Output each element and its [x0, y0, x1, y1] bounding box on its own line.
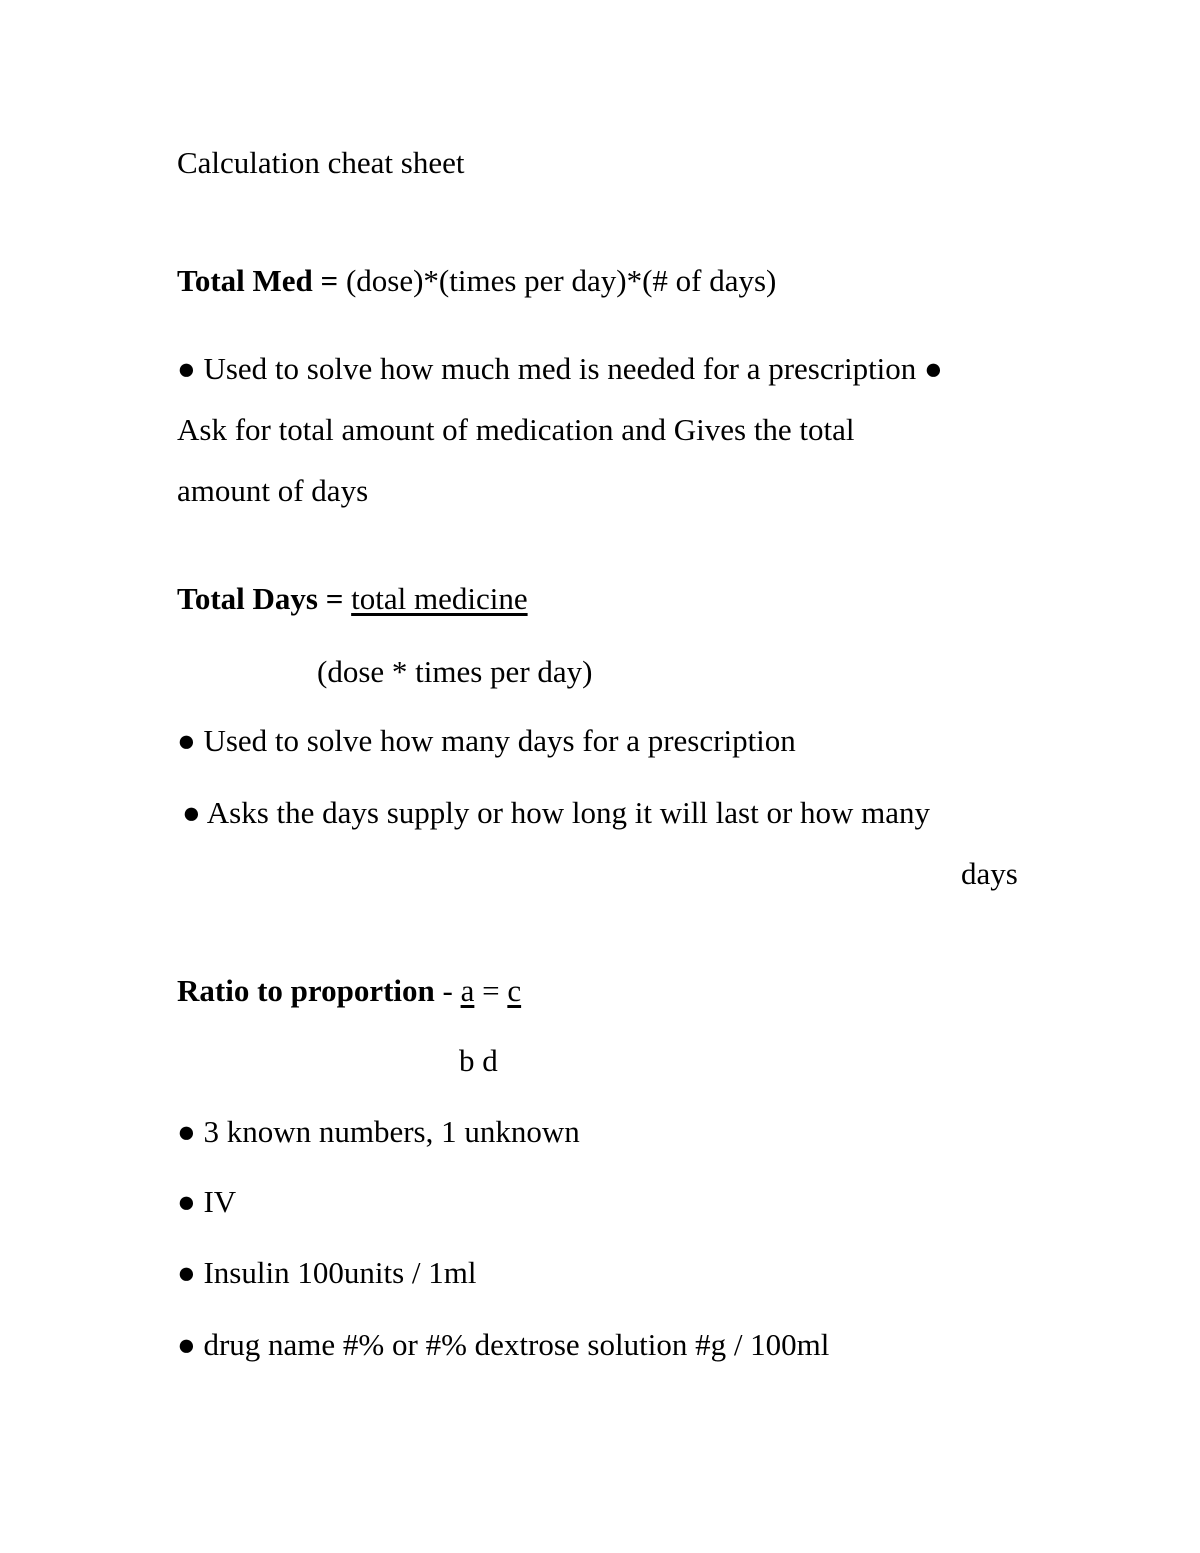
total-med-expression: (dose)*(times per day)*(# of days): [338, 263, 777, 298]
total-med-formula: [177, 265, 776, 296]
total-med-label: Total Med =: [177, 263, 339, 298]
ratio-bullet-3: ● Insulin 100units / 1ml: [177, 1255, 477, 1290]
ratio-equals: =: [474, 973, 508, 1008]
total-days-formula: [177, 583, 528, 614]
total-days-bullet-1: ● Used to solve how many days for a prescription: [177, 723, 796, 758]
document-title: Calculation cheat sheet: [177, 145, 465, 180]
ratio-numerator-c: c: [507, 973, 522, 1008]
ratio-dash: -: [434, 973, 461, 1008]
total-days-bullet-2: ● Asks the days supply or how long it will last or how many: [182, 795, 931, 830]
ratio-bullet-4: ● drug name #% or #% dextrose solution #g / 100ml: [177, 1327, 830, 1362]
total-days-label: Total Days =: [177, 581, 344, 616]
total-med-note-line-1: ● Used to solve how much med is needed for a prescription ●: [177, 351, 943, 386]
ratio-numerator-a: a: [460, 973, 475, 1008]
ratio-bullet-1: ● 3 known numbers, 1 unknown: [177, 1114, 580, 1149]
ratio-denominators: b d: [459, 1043, 498, 1078]
total-days-numerator: total medicine: [351, 581, 528, 616]
ratio-label: Ratio to proportion: [177, 973, 435, 1008]
total-med-note-line-2: Ask for total amount of medication and Gives the total: [177, 412, 855, 447]
ratio-bullet-2: ● IV: [177, 1184, 237, 1219]
total-days-denominator: (dose * times per day): [317, 654, 593, 689]
total-med-note-line-3: amount of days: [177, 473, 369, 508]
total-days-bullet-2-continuation: days: [961, 856, 1018, 891]
ratio-formula: [177, 975, 521, 1006]
